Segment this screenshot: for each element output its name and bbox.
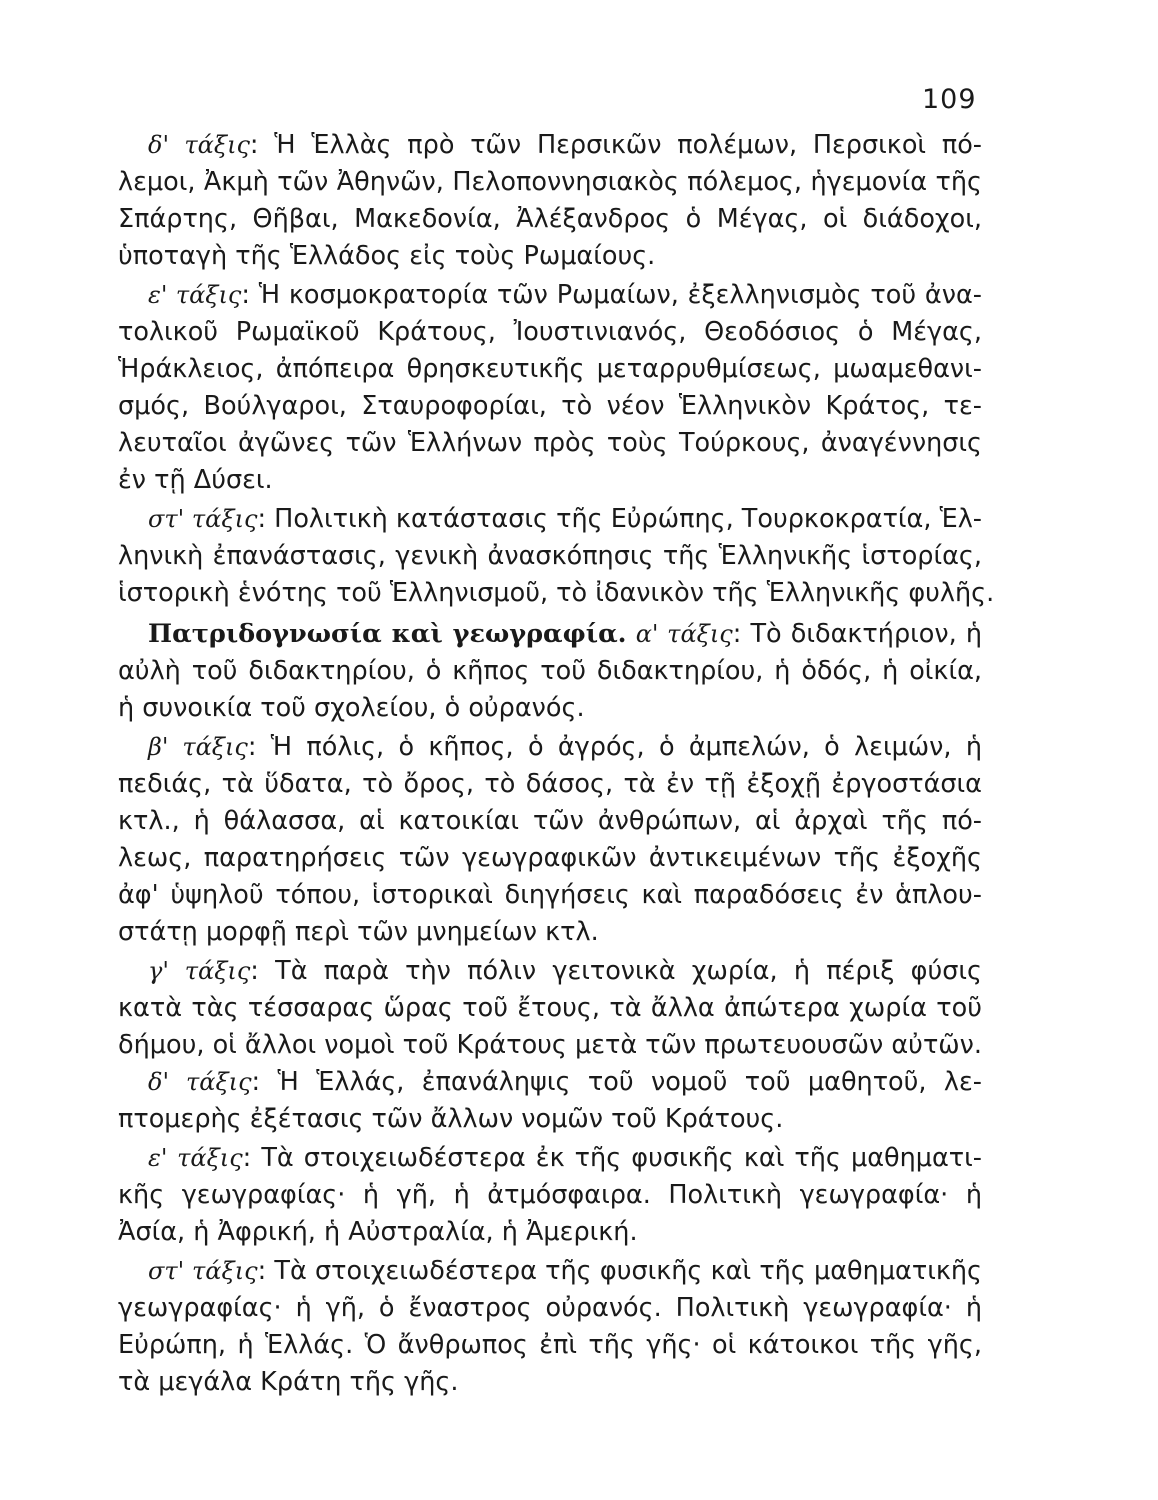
text-line: δ' τάξις: Ἡ Ἑλλὰς πρὸ τῶν Περσικῶν πολέμων, Περσικοὶ πό-: [148, 130, 982, 160]
text-line: πεδιάς, τὰ ὕδατα, τὸ ὄρος, τὸ δάσος, τὰ ἐν τῇ ἐξοχῇ ἐργοστάσια: [118, 769, 982, 799]
section-heading: Πατριδογνωσία καὶ γεωγραφία.: [148, 619, 627, 649]
text-line: ἐν τῇ Δύσει.: [118, 465, 273, 495]
grade-label: β' τάξις: [148, 733, 248, 761]
text-line: ἡ συνοικία τοῦ σχολείου, ὁ οὐρανός.: [118, 693, 585, 723]
grade-label: γ' τάξις: [148, 957, 251, 985]
text-line: κῆς γεωγραφίας· ἡ γῆ, ἡ ἀτμόσφαιρα. Πολιτικὴ γεωγραφία· ἡ: [118, 1180, 982, 1210]
text-line: ε' τάξις: Τὰ στοιχειωδέστερα ἐκ τῆς φυσικῆς καὶ τῆς μαθηματι-: [148, 1143, 982, 1173]
text-line: κτλ., ἡ θάλασσα, αἱ κατοικίαι τῶν ἀνθρώπων, αἱ ἀρχαὶ τῆς πό-: [118, 806, 982, 836]
text-line: αὐλὴ τοῦ διδακτηρίου, ὁ κῆπος τοῦ διδακτηρίου, ἡ ὁδός, ἡ οἰκία,: [118, 656, 982, 686]
text-line: β' τάξις: Ἡ πόλις, ὁ κῆπος, ὁ ἀγρός, ὁ ἀμπελών, ὁ λειμών, ἡ: [148, 732, 982, 762]
grade-label: α' τάξις: [635, 620, 733, 648]
text-line: τὰ μεγάλα Κράτη τῆς γῆς.: [118, 1367, 459, 1397]
text-line: ἱστορικὴ ἑνότης τοῦ Ἑλληνισμοῦ, τὸ ἰδανικὸν τῆς Ἑλληνικῆς φυλῆς.: [118, 578, 995, 608]
text-line: σμός, Βούλγαροι, Σταυροφορίαι, τὸ νέον Ἑλληνικὸν Κράτος, τε-: [118, 391, 982, 421]
text-line: λεμοι, Ἀκμὴ τῶν Ἀθηνῶν, Πελοποννησιακὸς πόλεμος, ἡγεμονία τῆς: [118, 167, 982, 197]
text-line: στάτῃ μορφῇ περὶ τῶν μνημείων κτλ.: [118, 917, 599, 947]
grade-label: δ' τάξις: [148, 131, 250, 159]
grade-label: ε' τάξις: [148, 1144, 243, 1172]
text-line: ὑποταγὴ τῆς Ἑλλάδος εἰς τοὺς Ρωμαίους.: [118, 241, 656, 271]
text-line: Εὐρώπη, ἡ Ἑλλάς. Ὁ ἄνθρωπος ἐπὶ τῆς γῆς· οἱ κάτοικοι τῆς γῆς,: [118, 1330, 982, 1360]
text-line: γεωγραφίας· ἡ γῆ, ὁ ἔναστρος οὐρανός. Πολιτικὴ γεωγραφία· ἡ: [118, 1293, 982, 1323]
text-line: ἀφ' ὑψηλοῦ τόπου, ἱστορικαὶ διηγήσεις καὶ παραδόσεις ἐν ἁπλου-: [118, 880, 982, 910]
text-line: πτομερὴς ἐξέτασις τῶν ἄλλων νομῶν τοῦ Κράτους.: [118, 1104, 784, 1134]
grade-label: στ' τάξις: [148, 505, 258, 533]
text-line: ε' τάξις: Ἡ κοσμοκρατορία τῶν Ρωμαίων, ἐξελληνισμὸς τοῦ ἀνα-: [148, 280, 982, 310]
text-line: Ἀσία, ἡ Ἀφρική, ἡ Αὐστραλία, ἡ Ἀμερική.: [118, 1217, 638, 1247]
text-line: Πατριδογνωσία καὶ γεωγραφία. α' τάξις: Τὸ διδακτήριον, ἡ: [148, 619, 982, 649]
text-line: ληνικὴ ἐπανάστασις, γενικὴ ἀνασκόπησις τῆς Ἑλληνικῆς ἱστορίας,: [118, 541, 982, 571]
text-line: τολικοῦ Ρωμαϊκοῦ Κράτους, Ἰουστινιανός, Θεοδόσιος ὁ Μέγας,: [118, 317, 982, 347]
text-line: Ἡράκλειος, ἀπόπειρα θρησκευτικῆς μεταρρυθμίσεως, μωαμεθανι-: [118, 354, 982, 384]
text-line: γ' τάξις: Τὰ παρὰ τὴν πόλιν γειτονικὰ χωρία, ἡ πέριξ φύσις: [148, 956, 983, 986]
grade-label: δ' τάξις: [148, 1068, 252, 1096]
grade-label: στ' τάξις: [148, 1257, 258, 1285]
page-number: 109: [922, 84, 977, 115]
text-line: κατὰ τὰς τέσσαρας ὥρας τοῦ ἔτους, τὰ ἄλλα ἀπώτερα χωρία τοῦ: [118, 993, 982, 1023]
text-line: Σπάρτης, Θῆβαι, Μακεδονία, Ἀλέξανδρος ὁ Μέγας, οἱ διάδοχοι,: [118, 204, 982, 234]
text-line: στ' τάξις: Τὰ στοιχειωδέστερα τῆς φυσικῆς καὶ τῆς μαθηματικῆς: [148, 1256, 982, 1286]
text-line: στ' τάξις: Πολιτικὴ κατάστασις τῆς Εὐρώπης, Τουρκοκρατία, Ἑλ-: [148, 504, 982, 534]
text-line: δ' τάξις: Ἡ Ἑλλάς, ἐπανάληψις τοῦ νομοῦ τοῦ μαθητοῦ, λε-: [148, 1067, 982, 1097]
text-line: λεως, παρατηρήσεις τῶν γεωγραφικῶν ἀντικειμένων τῆς ἐξοχῆς: [118, 843, 982, 873]
text-line: λευταῖοι ἀγῶνες τῶν Ἑλλήνων πρὸς τοὺς Τούρκους, ἀναγέννησις: [118, 428, 982, 458]
text-line: δήμου, οἱ ἄλλοι νομοὶ τοῦ Κράτους μετὰ τῶν πρωτευουσῶν αὐτῶν.: [118, 1030, 982, 1060]
grade-label: ε' τάξις: [148, 281, 242, 309]
